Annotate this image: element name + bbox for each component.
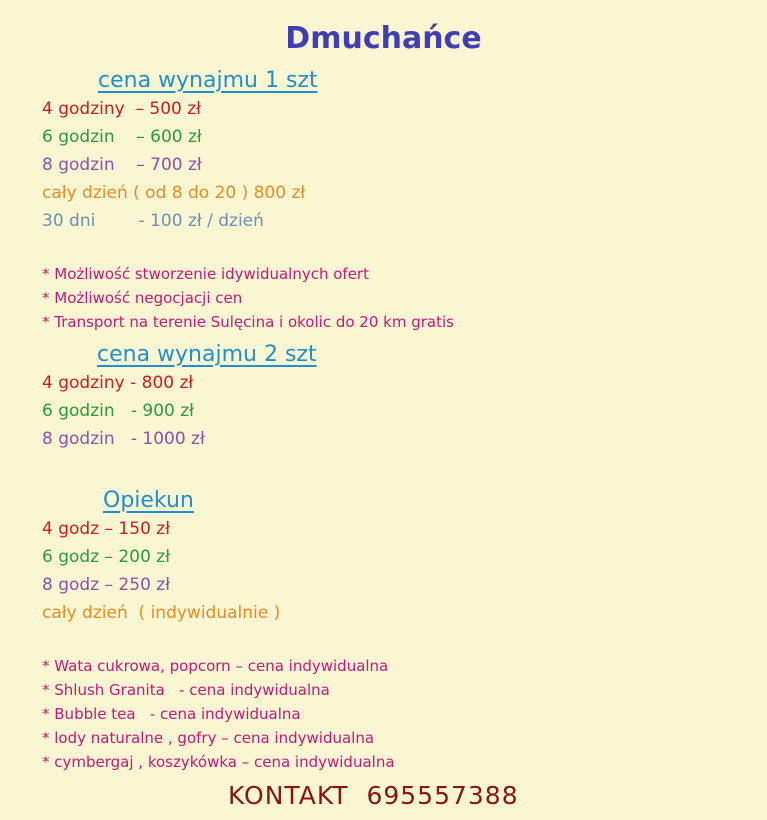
note-line: * Możliwość negocjacji cen [42,289,243,307]
price-line: 4 godz – 150 zł [42,519,171,539]
note-line: * Możliwość stworzenie idywidualnych ofert [42,265,369,283]
price-line: 4 godziny – 500 zł [42,99,202,119]
extra-line: * Shlush Granita - cena indywidualna [42,681,330,699]
extra-line: * Bubble tea - cena indywidualna [42,705,301,723]
price-line: 8 godzin - 1000 zł [42,429,205,449]
contact-phone: KONTAKT 695557388 [228,781,519,810]
price-line: cały dzień ( indywidualnie ) [42,603,281,623]
price-line: 6 godzin – 600 zł [42,127,202,147]
note-line: * Transport na terenie Sulęcina i okolic do 20 km gratis [42,313,454,331]
extra-line: * lody naturalne , gofry – cena indywidualna [42,729,375,747]
price-line: 6 godzin - 900 zł [42,401,194,421]
extra-line: * Wata cukrowa, popcorn – cena indywidualna [42,657,389,675]
section-heading-rent-1: cena wynajmu 1 szt [98,68,318,93]
page-title: Dmuchańce [285,21,482,56]
extra-line: * cymbergaj , koszykówka – cena indywidualna [42,753,395,771]
section-heading-caretaker: Opiekun [103,488,194,513]
price-line: cały dzień ( od 8 do 20 ) 800 zł [42,183,306,203]
price-line: 4 godziny - 800 zł [42,373,194,393]
price-line: 8 godz – 250 zł [42,575,171,595]
section-heading-rent-2: cena wynajmu 2 szt [97,342,317,367]
price-line: 6 godz – 200 zł [42,547,171,567]
price-line: 8 godzin – 700 zł [42,155,202,175]
price-line: 30 dni - 100 zł / dzień [42,211,264,231]
